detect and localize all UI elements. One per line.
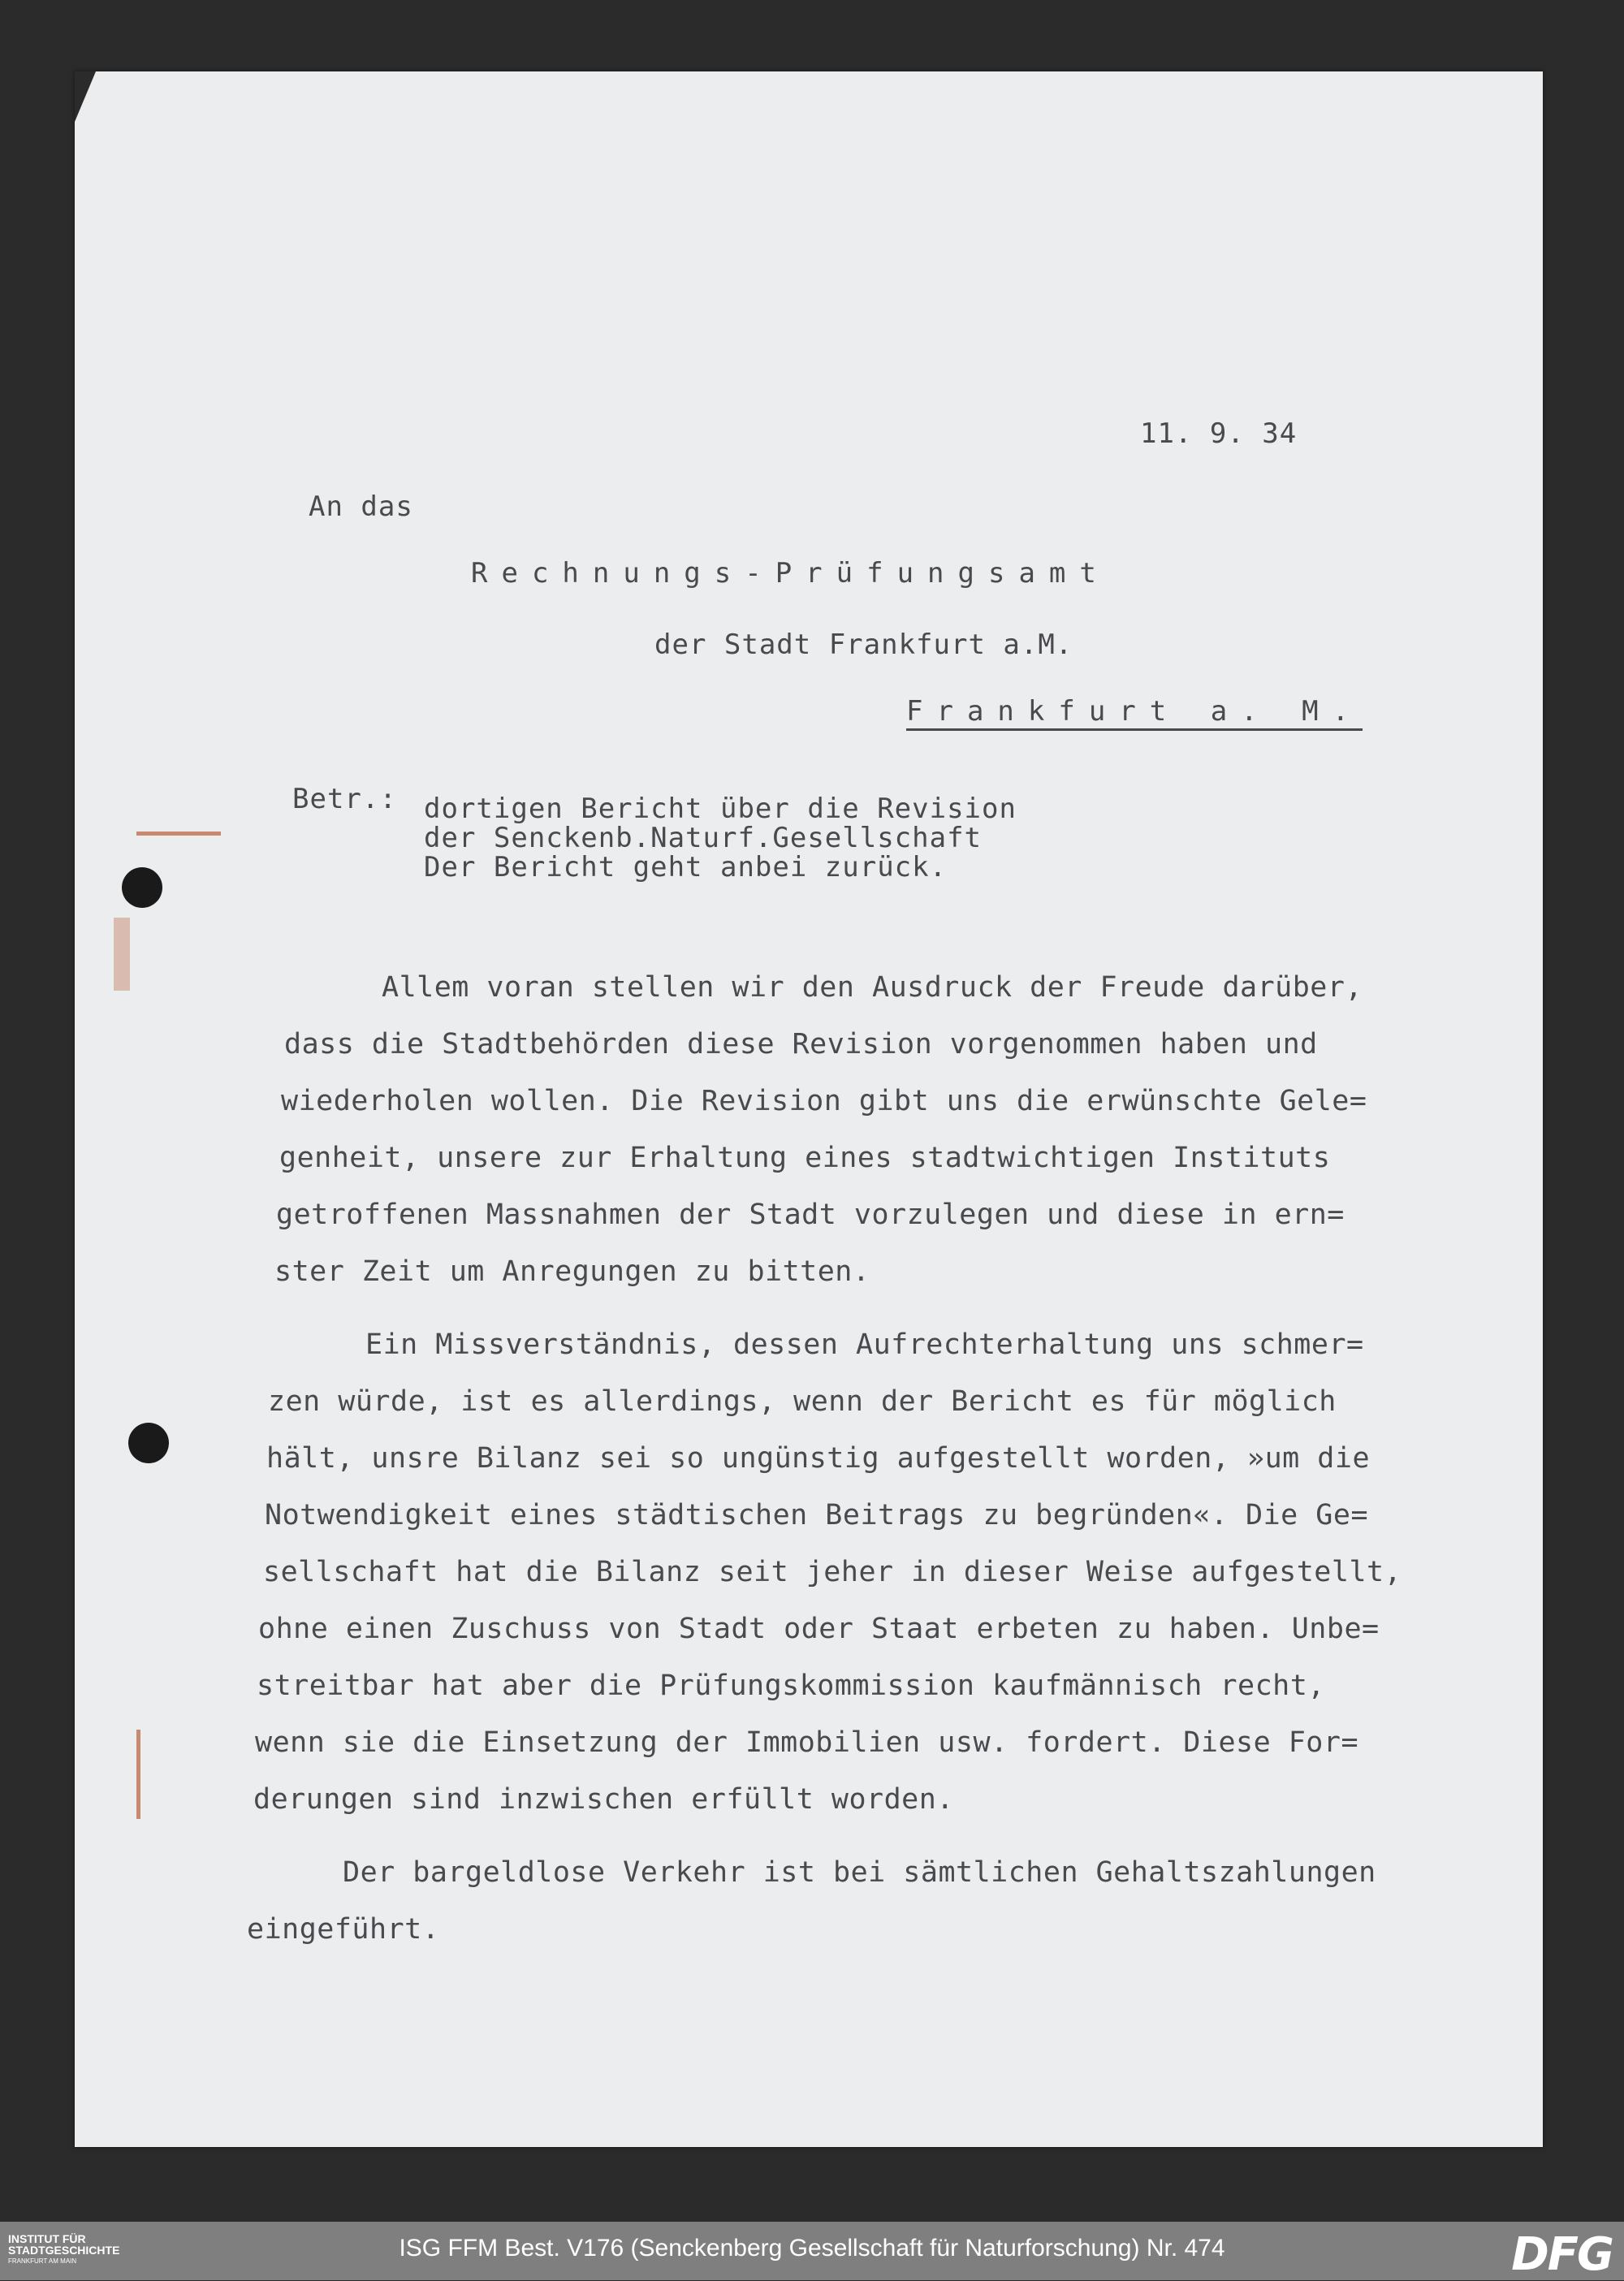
recipient-office: Rechnungs-Prüfungsamt bbox=[471, 557, 1110, 590]
body-line: ster Zeit um Anregungen zu bitten. bbox=[274, 1255, 870, 1288]
body-line: eingeführt. bbox=[247, 1913, 440, 1946]
body-line: genheit, unsere zur Erhaltung eines stadtwichtigen Instituts bbox=[279, 1142, 1331, 1174]
rust-stain bbox=[114, 918, 130, 991]
body-line: derungen sind inzwischen erfüllt worden. bbox=[253, 1783, 954, 1816]
body-line: getroffenen Massnahmen der Stadt vorzulegen und diese in ern= bbox=[276, 1199, 1345, 1231]
punch-hole-top bbox=[122, 867, 162, 908]
body-line: sellschaft hat die Bilanz seit jeher in dieser Weise aufgestellt, bbox=[263, 1556, 1402, 1588]
body-line: zen würde, ist es allerdings, wenn der Bericht es für möglich bbox=[268, 1385, 1337, 1418]
body-line: wenn sie die Einsetzung der Immobilien usw. fordert. Diese For= bbox=[255, 1726, 1359, 1759]
dfg-logo: DFG bbox=[1511, 2228, 1613, 2281]
body-line: hält, unsre Bilanz sei so ungünstig aufgestellt worden, »um die bbox=[266, 1442, 1371, 1475]
recipient-city: der Stadt Frankfurt a.M. bbox=[654, 629, 1073, 661]
salutation: An das bbox=[309, 490, 413, 523]
punch-hole-bottom bbox=[128, 1423, 169, 1463]
body-line: Allem voran stellen wir den Ausdruck der Freude darüber, bbox=[382, 971, 1363, 1004]
archive-footer bbox=[0, 2222, 1624, 2280]
folded-corner bbox=[75, 71, 96, 122]
rust-stain bbox=[136, 832, 221, 836]
body-line: Der bargeldlose Verkehr ist bei sämtlichen Gehaltszahlungen bbox=[343, 1856, 1376, 1889]
logo-line: STADTGESCHICHTE bbox=[8, 2244, 120, 2257]
body-line: Ein Missverständnis, dessen Aufrechterhaltung uns schmer= bbox=[365, 1328, 1364, 1361]
body-line: streitbar hat aber die Prüfungskommission kaufmännisch recht, bbox=[257, 1670, 1325, 1702]
subject-line: dortigen Bericht über die Revision bbox=[424, 793, 1017, 825]
subject-label: Betr.: bbox=[292, 783, 397, 815]
body-line: dass die Stadtbehörden diese Revision vorgenommen haben und bbox=[284, 1028, 1318, 1061]
recipient-place: Frankfurt a. M. bbox=[906, 695, 1363, 728]
body-line: wiederholen wollen. Die Revision gibt uns die erwünschte Gele= bbox=[281, 1085, 1367, 1117]
subject-line: der Senckenb.Naturf.Gesellschaft bbox=[424, 822, 983, 854]
logo-line: INSTITUT FÜR bbox=[8, 2232, 86, 2245]
body-line: Notwendigkeit eines städtischen Beitrags zu begründen«. Die Ge= bbox=[265, 1499, 1369, 1531]
rust-stain bbox=[136, 1730, 140, 1819]
body-line: ohne einen Zuschuss von Stadt oder Staat erbeten zu haben. Unbe= bbox=[258, 1613, 1380, 1645]
logo-line: FRANKFURT AM MAIN bbox=[8, 2257, 77, 2265]
subject-line: Der Bericht geht anbei zurück. bbox=[424, 851, 948, 883]
letter-date: 11. 9. 34 bbox=[1140, 417, 1298, 450]
archive-caption: ISG FFM Best. V176 (Senckenberg Gesellschaft für Naturforschung) Nr. 474 bbox=[399, 2235, 1225, 2262]
